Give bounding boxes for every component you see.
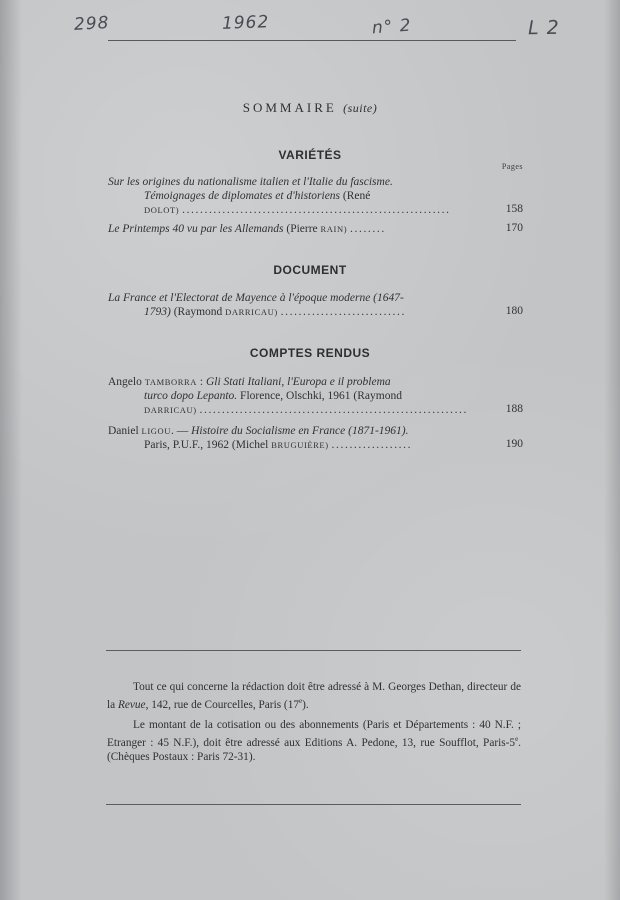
section-heading-varietes: VARIÉTÉS xyxy=(278,148,342,162)
entry-author-first: Angelo xyxy=(108,376,145,388)
note-paragraph: Tout ce qui concerne la rédaction doit être adressé à M. Georges Dethan, directeur de la Revue, 142, rue de Courcelles, Paris (17e). xyxy=(107,681,521,712)
entry-page-number: 188 xyxy=(505,403,523,415)
entry-title-line: turco dopo Lepanto. xyxy=(144,390,238,402)
divider-rule xyxy=(106,804,521,805)
entry-page-number: 170 xyxy=(505,222,523,234)
entry-title-line: Histoire du Socialisme en France (1871-1961). xyxy=(191,425,409,437)
entry-author-line: DOLOT) ............................................................ xyxy=(144,204,451,216)
note-paragraph: Le montant de la cotisation ou des abonnements (Paris et Départements : 40 N.F. ; Etranger : 45 N.F.), doit être adressé aux Editions A. Pedone, 13, rue Soufflot, Paris-5e. (Chèques Postaux : Paris 72-31). xyxy=(107,718,521,764)
entry-author-last: RAIN) xyxy=(320,224,348,234)
entry-page-number: 180 xyxy=(505,305,523,317)
editorial-note xyxy=(107,680,521,770)
toc-entry: Daniel LIGOU. — Histoire du Socialisme en France (1871-1961). Paris, P.U.F., 1962 (Michel BRUGUIÈRE) .................. xyxy=(108,425,413,451)
entry-reviewer-last: DARRICAU) xyxy=(144,405,197,415)
entry-title: Le Printemps 40 vu par les Allemands xyxy=(108,223,284,235)
handwritten-number: 298 xyxy=(73,13,110,35)
entry-publication: Paris, P.U.F., 1962 (Michel xyxy=(144,439,272,451)
divider-rule xyxy=(106,650,521,651)
pages-column-label: Pages xyxy=(501,162,523,171)
toc-entry: Le Printemps 40 vu par les Allemands (Pierre RAIN) ........ xyxy=(108,223,386,235)
entry-title-line: La France et l'Electorat de Mayence à l'époque moderne (1647- xyxy=(108,292,404,304)
handwritten-issue: n° 2 xyxy=(371,15,413,39)
entry-author-last: TAMBORRA xyxy=(144,377,198,387)
section-heading-document: DOCUMENT xyxy=(273,263,347,277)
header-rule xyxy=(108,40,516,41)
toc-entry: Angelo TAMBORRA : Gli Stati Italiani, l'Europa e il problema turco dopo Lepanto. Florence, Olschki, 1961 (Raymond DARRICAU) ............................................................ xyxy=(108,376,468,416)
entry-author-last: DARRICAU) xyxy=(225,307,278,317)
entry-title-line: Témoignages de diplomates et d'historiens (René xyxy=(144,190,371,202)
entry-reviewer-last: BRUGUIÈRE) xyxy=(271,440,329,450)
entry-author-first: Daniel xyxy=(108,425,142,437)
entry-author-last: LIGOU xyxy=(141,426,171,436)
entry-author-last: DOLOT) xyxy=(144,205,180,215)
title-suffix: (suite) xyxy=(343,101,378,115)
toc-entry: La France et l'Electorat de Mayence à l'époque moderne (1647- 1793) (Raymond DARRICAU) ............................ xyxy=(108,291,488,319)
entry-author-first: (René xyxy=(342,190,371,202)
title-main: SOMMAIRE xyxy=(242,100,337,115)
entry-page-number: 190 xyxy=(505,438,523,450)
entry-publication: Florence, Olschki, 1961 (Raymond xyxy=(237,390,402,402)
page-edge-shadow-left xyxy=(0,0,22,900)
handwritten-code: L 2 xyxy=(527,16,560,40)
entry-author-first: (Pierre xyxy=(286,223,321,235)
toc-entry xyxy=(108,175,488,217)
handwritten-year: 1962 xyxy=(221,12,270,34)
section-heading-comptes-rendus: COMPTES RENDUS xyxy=(249,346,371,360)
entry-page-number: 158 xyxy=(505,203,523,215)
entry-title-line: Gli Stati Italiani, l'Europa e il problema xyxy=(205,376,391,388)
page-title xyxy=(0,100,620,116)
page-edge-shadow-right xyxy=(604,0,620,900)
entry-title-line: Sur les origines du nationalisme italien et l'Italie du fascisme. xyxy=(108,176,393,188)
